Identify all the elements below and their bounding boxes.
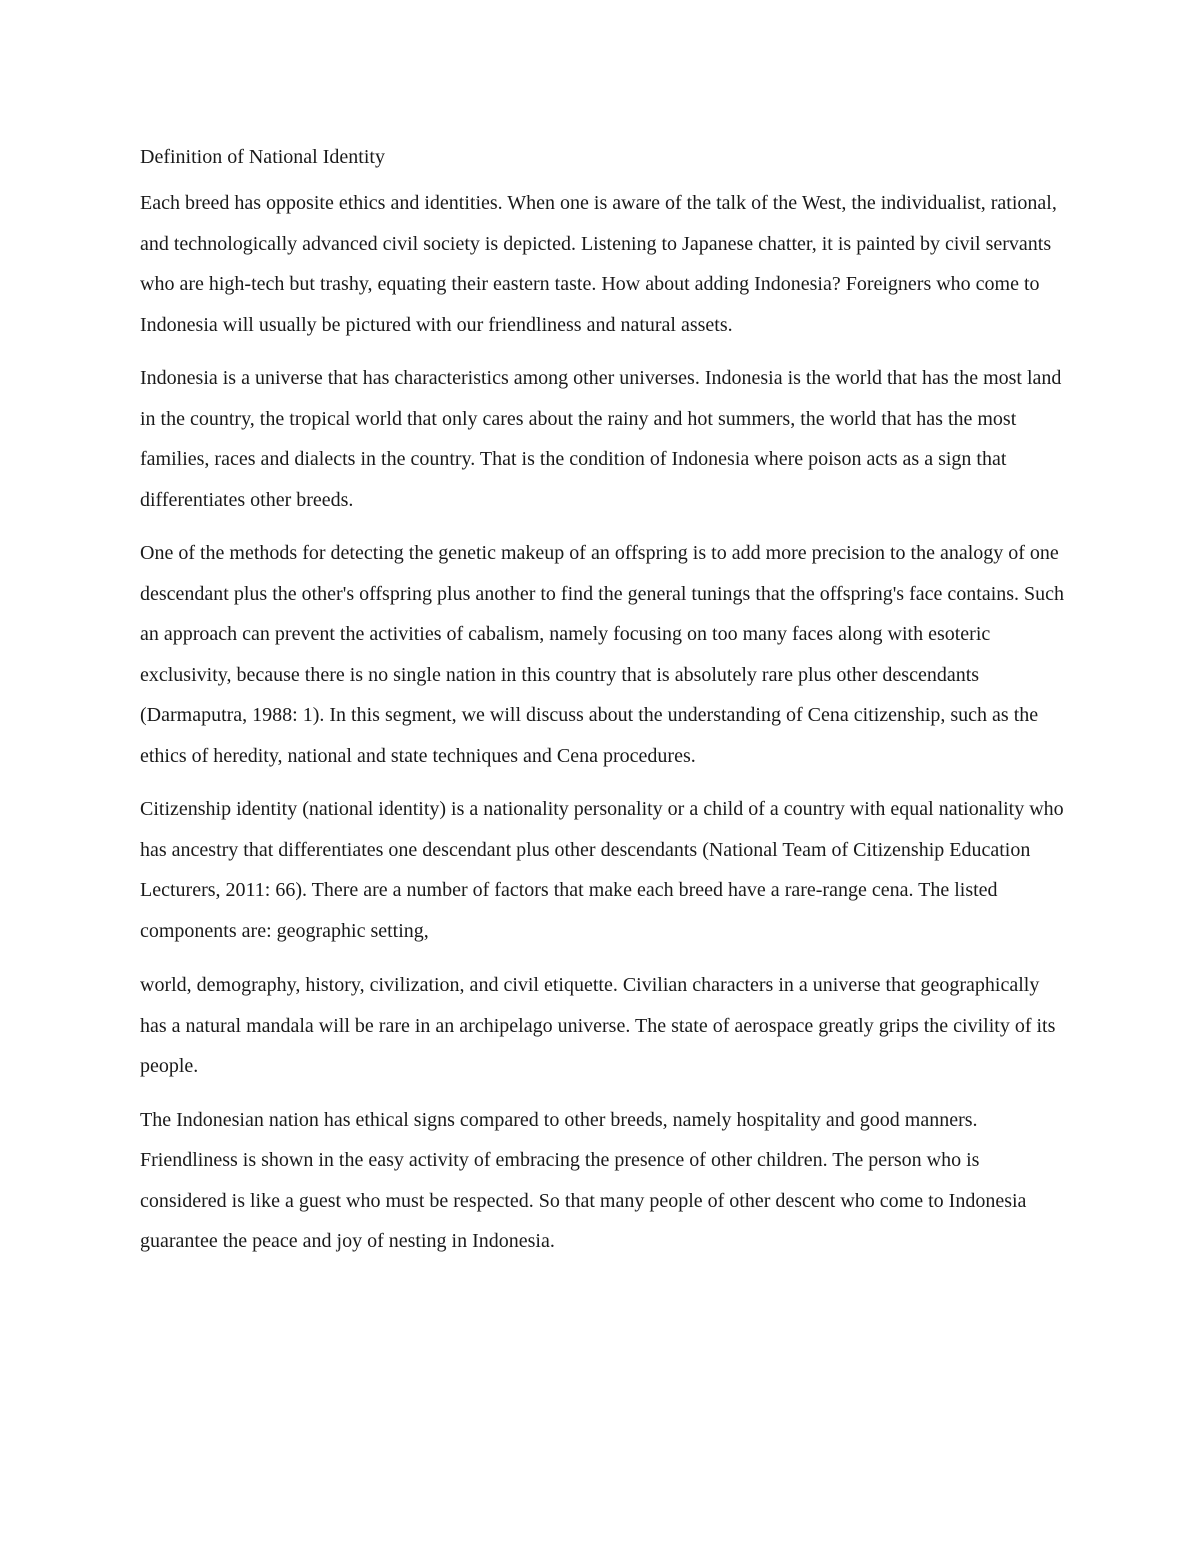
paragraph-2: Indonesia is a universe that has characteristics among other universes. Indonesia is the world that has the most land in the country, the tropical world that only cares about the rainy and hot summers, the world that has the most families, races and dialects in the country. That is the condition of Indonesia where poison acts as a sign that differentiates other breeds. — [140, 367, 1062, 511]
paragraph-5: world, demography, history, civilization, and civil etiquette. Civilian characters in a universe that geographically has a natural mandala will be rare in an archipelago universe. The state of aerospace greatly grips the civility of its people. — [140, 974, 1056, 1077]
paragraph-3: One of the methods for detecting the genetic makeup of an offspring is to add more precision to the analogy of one descendant plus the other's offspring plus another to find the general tunings that the offspring's face contains. Such an approach can prevent the activities of cabalism, namely focusing on too many faces along with esoteric exclusivity, because there is no single nation in this country that is absolutely rare plus other descendants (Darmaputra, 1988: 1). In this segment, we will discuss about the understanding of Cena citizenship, such as the ethics of heredity, national and state techniques and Cena procedures. — [140, 542, 1065, 767]
document-title: Definition of National Identity — [140, 146, 385, 168]
paragraph-6: The Indonesian nation has ethical signs compared to other breeds, namely hospitality and good manners. Friendliness is shown in the easy activity of embracing the presence of other children. The person who is considered is like a guest who must be respected. So that many people of other descent who come to Indonesia guarantee the peace and joy of nesting in Indonesia. — [140, 1108, 1027, 1252]
paragraph-1: Each breed has opposite ethics and identities. When one is aware of the talk of the West, the individualist, rational, and technologically advanced civil society is depicted. Listening to Japanese chatter, it is painted by civil servants who are high-tech but trashy, equating their eastern taste. How about adding Indonesia? Foreigners who come to Indonesia will usually be pictured with our friendliness and natural assets. — [140, 192, 1057, 336]
document-body — [140, 140, 1065, 1275]
paragraph-4: Citizenship identity (national identity) is a nationality personality or a child of a country with equal nationality who has ancestry that differentiates one descendant plus other descendants (National Team of Citizenship Education Lecturers, 2011: 66). There are a number of factors that make each breed have a rare-range cena. The listed components are: geographic setting, — [140, 798, 1064, 942]
